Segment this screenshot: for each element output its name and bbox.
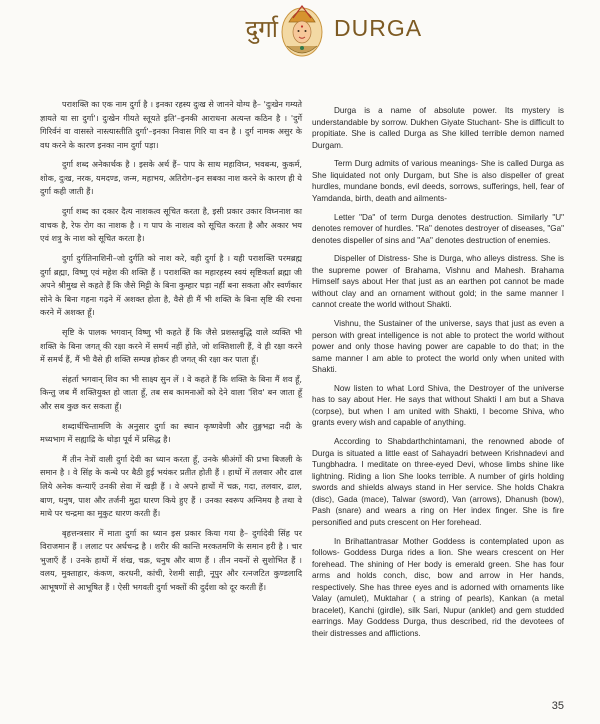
- english-text-column: [312, 105, 564, 646]
- english-paragraph: Vishnu, the Sustainer of the universe, says that just as even a person with great intelligence is not able to protect the world without power and only those having power are capable to do that; in the same manner I am able to protect the world only when united with Shakti.: [312, 319, 564, 375]
- hindi-text-column: [40, 98, 302, 601]
- goddess-emblem-icon: [279, 2, 325, 58]
- english-paragraph: In Brihattantrasar Mother Goddess is contemplated upon as follows- Goddess Durga rides a lion. She wears crescent on Her forehead. The shining of Her body is emerald green. She has four arms and holds conch, disc, bow and arrow in Her hands, respectively. She has three eyes and is adorned with ornaments like Valay (amulet), Muktahar ( a string of pearls), Kankan (a metal bracelet), Kanchi (girdle), silk Sari, Nupur (anklet) and gem studded earrings. May Goddess Durga, thus described, rid the devotees of their distresses and afflictions.: [312, 536, 564, 638]
- page-number: 35: [551, 700, 564, 712]
- hindi-paragraph: दुर्गा शब्द अनेकार्थक है । इसके अर्थ हैं– पाप के साथ महाविघ्न, भवबन्ध, कुकर्म, शोक, दुःख, नरक, यमदण्ड, जन्म, महाभय, अतिरोग–इन सबका नाश करने के कारण ही ये दुर्गा कही जाती हैं।: [40, 159, 302, 197]
- page-header: [0, 0, 600, 62]
- hindi-paragraph: शब्दार्थचिन्तामणि के अनुसार दुर्गा का स्थान कृष्णवेणी और तुङ्गभद्रा नदी के मध्यभाग में सह्याद्रि के थोड़ा पूर्व में प्रसिद्ध है।: [40, 420, 302, 445]
- english-paragraph: Durga is a name of absolute power. Its mystery is understandable by sorrow. Dukhen Giyate Stuchant- She is difficult to propitiate. She is called Durga as She killed terrible demon named Durgam.: [312, 106, 564, 150]
- hindi-paragraph: संहर्ता भगवान् शिव का भी साक्ष्य सुन लें । वे कहते हैं कि शक्ति के बिना मैं शव हूँ, किन्तु जब मैं शक्तियुक्त हो जाता हूँ, तब सब कामनाओं को देने वाला 'शिव' बन जाता हूँ और सब कुछ कर सकता हूँ।: [40, 373, 302, 411]
- hindi-paragraph: पराशक्ति का एक नाम दुर्गा है । इनका रहस्य दुःख से जानने योग्य है– 'दुःखेन गम्यते ज्ञायते या सा दुर्गा'। दुःखेन गीयते स्तूयते इति'–इनकी आराधना अत्यन्त कठिन है । 'दुर्गे गिरिर्वनं वा वासस्ते नास्त्यास्तीति दुर्गा'–इनका निवास गिरि या वन है । दुर्ग नामक असुर के वध करने के कारण इनका नाम दुर्गा पड़ा।: [40, 99, 302, 150]
- hindi-paragraph: मैं तीन नेत्रों वाली दुर्गा देवी का ध्यान करता हूँ, उनके श्रीअंगों की प्रभा बिजली के समान है । वे सिंह के कन्धे पर बैठी हुई भयंकर प्रतीत होती हैं । हाथों में तलवार और ढाल लिये अनेक कन्याएँ उनकी सेवा में खड़ी हैं । वे अपने हाथों में चक्र, गदा, तलवार, ढाल, बाण, धनुष, पाश और तर्जनी मुद्रा धारण किये हुए हैं । उनका स्वरूप अग्निमय है तथा वे माथे पर चन्द्रमा का मुकुट धारण करती हैं।: [40, 453, 302, 519]
- english-paragraph: Dispeller of Distress- She is Durga, who alleys distress. She is the supreme power of Brahama, Vishnu and Mahesh. Brahama Himself says about Her that just as an earthen pot cannot be made without clay and an ornament without gold; in the same manner I cannot create the world without Shakti.: [312, 254, 564, 310]
- hindi-paragraph: दुर्गा दुर्गतिनाशिनी–जो दुर्गति को नाश करे, वही दुर्गा है । यही पराशक्ति परमब्रह्म दुर्गा ब्रह्मा, विष्णु एवं महेश की शक्ति हैं । पराशक्ति का महारहस्य स्वयं सृष्टिकर्ता ब्रह्मा जी अपने श्रीमुख से कहते हैं कि जैसे मिट्टी के बिना कुम्हार घड़ा नहीं बना सकता और स्वर्णकार सोने के बिना गहना गढ़ने में अशक्त होता है, वैसे ही मैं भी शक्ति के बिना सृष्टि की रचना करने में अशक्त हूँ।: [40, 253, 302, 318]
- hindi-paragraph: सृष्टि के पालक भगवान् विष्णु भी कहते हैं कि जैसे प्रशस्तबुद्धि वाले व्यक्ति भी शक्ति के बिना जगत् की रक्षा करने में समर्थ नहीं होते, जो शक्तिशाली हैं, वे ही रक्षा करने में समर्थ हैं, मैं भी वैसे ही शक्ति सम्पन्न होकर ही जगत् की रक्षा कर पाता हूँ।: [40, 326, 302, 365]
- hindi-paragraph: बृहत्तन्त्रसार में माता दुर्गा का ध्यान इस प्रकार किया गया है– दुर्गादेवी सिंह पर विराजमान हैं । ललाट पर अर्धचन्द्र है । शरीर की कान्ति मरकतमणि के समान हरी है । चार भुजाएँ हैं । उनके हाथों में शंख, चक्र, धनुष और बाण हैं । तीन नयनों से सुशोभित हैं । वलय, मुक्ताहार, कंकण, करधनी, कांची, रेशमी साड़ी, नूपुर और रत्नजटित कुण्डलादि आभूषणों से आभूषित हैं । ऐसी भगवती दुर्गा भक्तों की दुर्दशा को दूर करती हैं।: [40, 527, 302, 592]
- english-paragraph: According to Shabdarthchintamani, the renowned abode of Durga is situated a little east of Sahayadri between Krishnadevi and Tungbhadra. I meditate on three-eyed Devi, whose limbs shine like lightning. Riding a lion She looks terrible. A number of girls holding swords and shields always stand in Her service. She holds Chakra (disc), Gada (mace), Talwar (sword), Van (arrows), Dhanush (bow), Pash (snare) and wears a ring on Her index finger. She is fire personified and puts crescent on Her forehead.: [312, 437, 564, 527]
- english-paragraph: Term Durg admits of various meanings- She is called Durga as She liquidated not only Durgam, but She is also dispeller of great hurdles, mundane bonds, evil deeds, sorrows, sufferings, hell, fear of Yamdanda, birth, death and ailments-: [312, 159, 564, 203]
- title-hindi: दुर्गा: [245, 15, 278, 43]
- hindi-paragraph: दुर्गा शब्द का दकार दैत्य नाशकत्व सूचित करता है, इसी प्रकार उकार विघ्ननाश का वाचक है, रेफ रोग का नाशक है । ग पाप के नाशत्व को सूचित करता है और अकार भय एवं शत्रु के नाश को सूचित करता है।: [40, 206, 302, 244]
- title-english: DURGA: [334, 15, 423, 41]
- english-paragraph: Now listen to what Lord Shiva, the Destroyer of the universe has to say about Her. He says that without Shakti I am but a Shava (corpse), but when I am united with Shakti, I become Shiva, who grants every wish and capable of anything.: [312, 383, 564, 428]
- english-paragraph: Letter "Da" of term Durga denotes destruction. Similarly "U" denotes remover of hurdles. "Ra" denotes destroyer of diseases, "Ga" denotes dispeller of sins and "Aa" denotes destruction of enemies.: [312, 212, 564, 245]
